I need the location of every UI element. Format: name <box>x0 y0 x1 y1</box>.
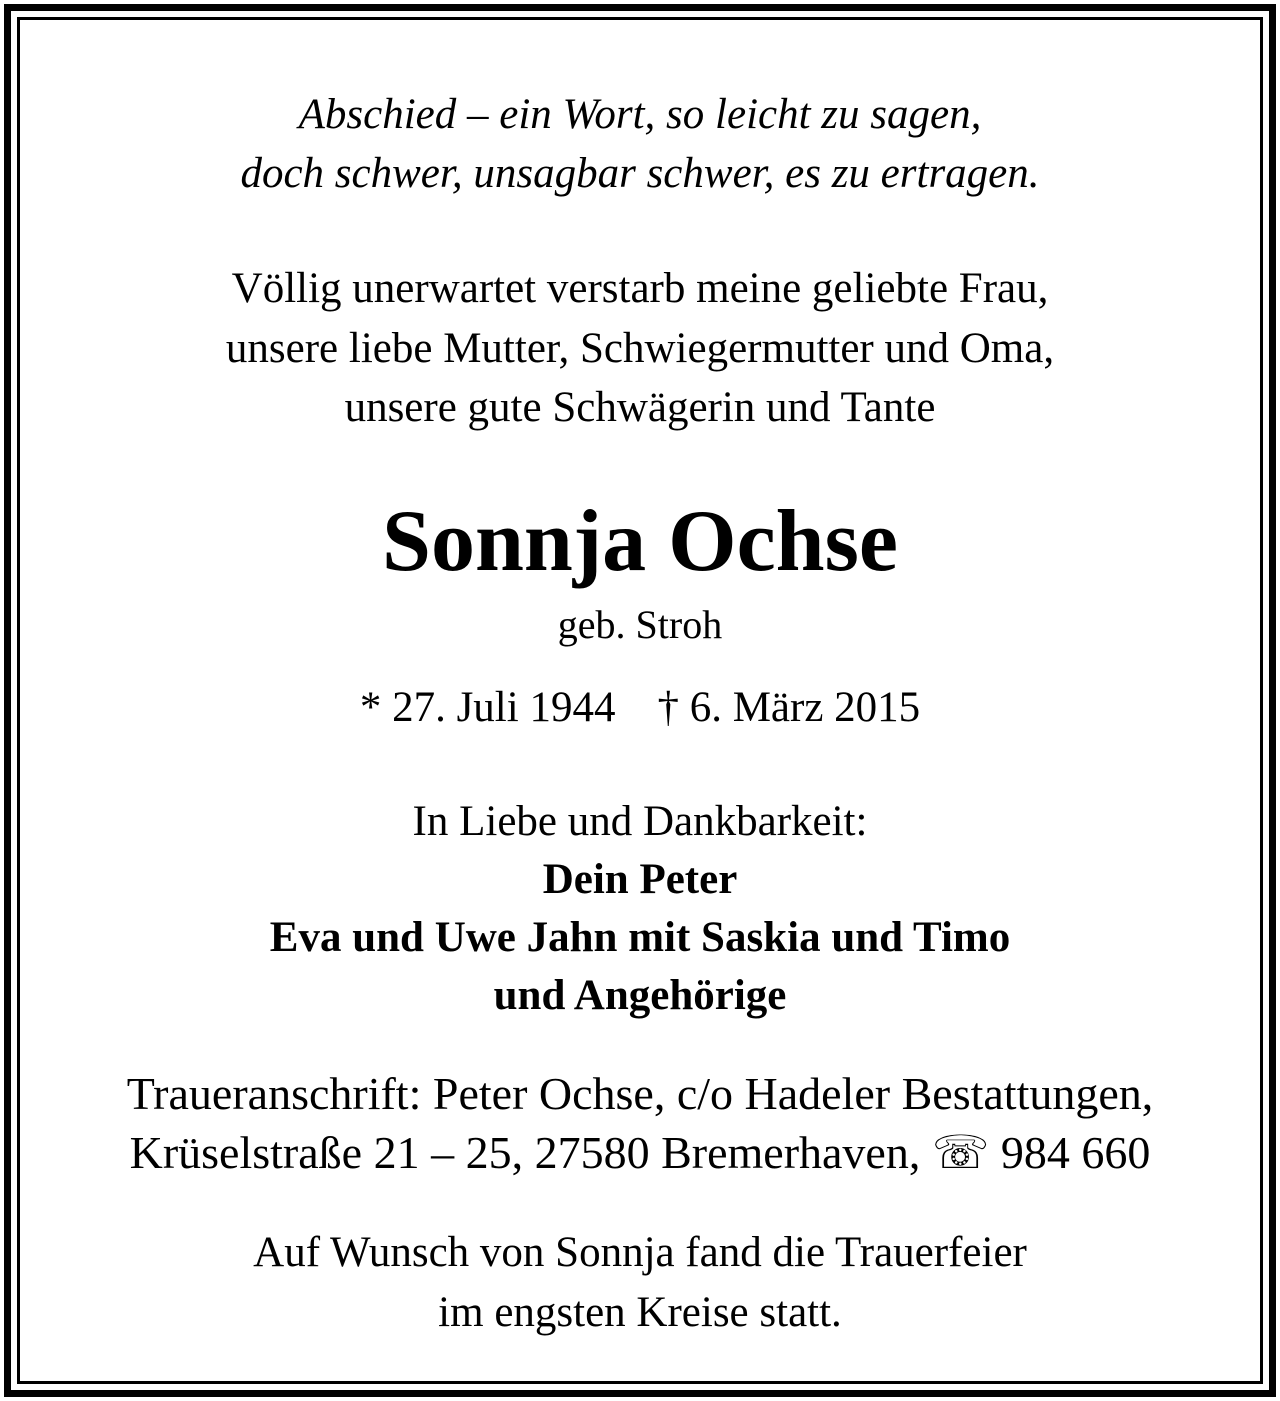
life-dates <box>20 686 1260 729</box>
verse-line-2: doch schwer, unsagbar schwer, es zu ertragen. <box>240 150 1040 197</box>
death-date: † 6. März 2015 <box>657 684 921 731</box>
closing-line-2: im engsten Kreise statt. <box>438 1289 842 1336</box>
verse-line-1: Abschied – ein Wort, so leicht zu sagen, <box>298 91 982 138</box>
mourner-line-3: und Angehörige <box>493 972 787 1019</box>
announcement-line-1: Völlig unerwartet verstarb meine geliebte Frau, <box>231 265 1049 312</box>
birth-name: geb. Stroh <box>557 602 723 647</box>
announcement-line-3: unsere gute Schwägerin und Tante <box>344 384 936 431</box>
announcement-line-2: unsere liebe Mutter, Schwiegermutter und Oma, <box>225 325 1055 372</box>
address-line-2: Krüselstraße 21 – 25, 27580 Bremerhaven, ☏ 984 660 <box>129 1127 1151 1178</box>
birth-date: * 27. Juli 1944 <box>359 684 616 731</box>
address-line-1: Traueranschrift: Peter Ochse, c/o Hadeler Bestattungen, <box>126 1068 1154 1119</box>
deceased-name: Sonnja Ochse <box>382 493 898 590</box>
mourner-line-1: Dein Peter <box>542 856 738 903</box>
mourners-intro: In Liebe und Dankbarkeit: <box>412 798 868 845</box>
mourner-line-2: Eva und Uwe Jahn mit Saskia und Timo <box>269 914 1011 961</box>
closing-line-1: Auf Wunsch von Sonnja fand die Trauerfeier <box>253 1229 1027 1276</box>
